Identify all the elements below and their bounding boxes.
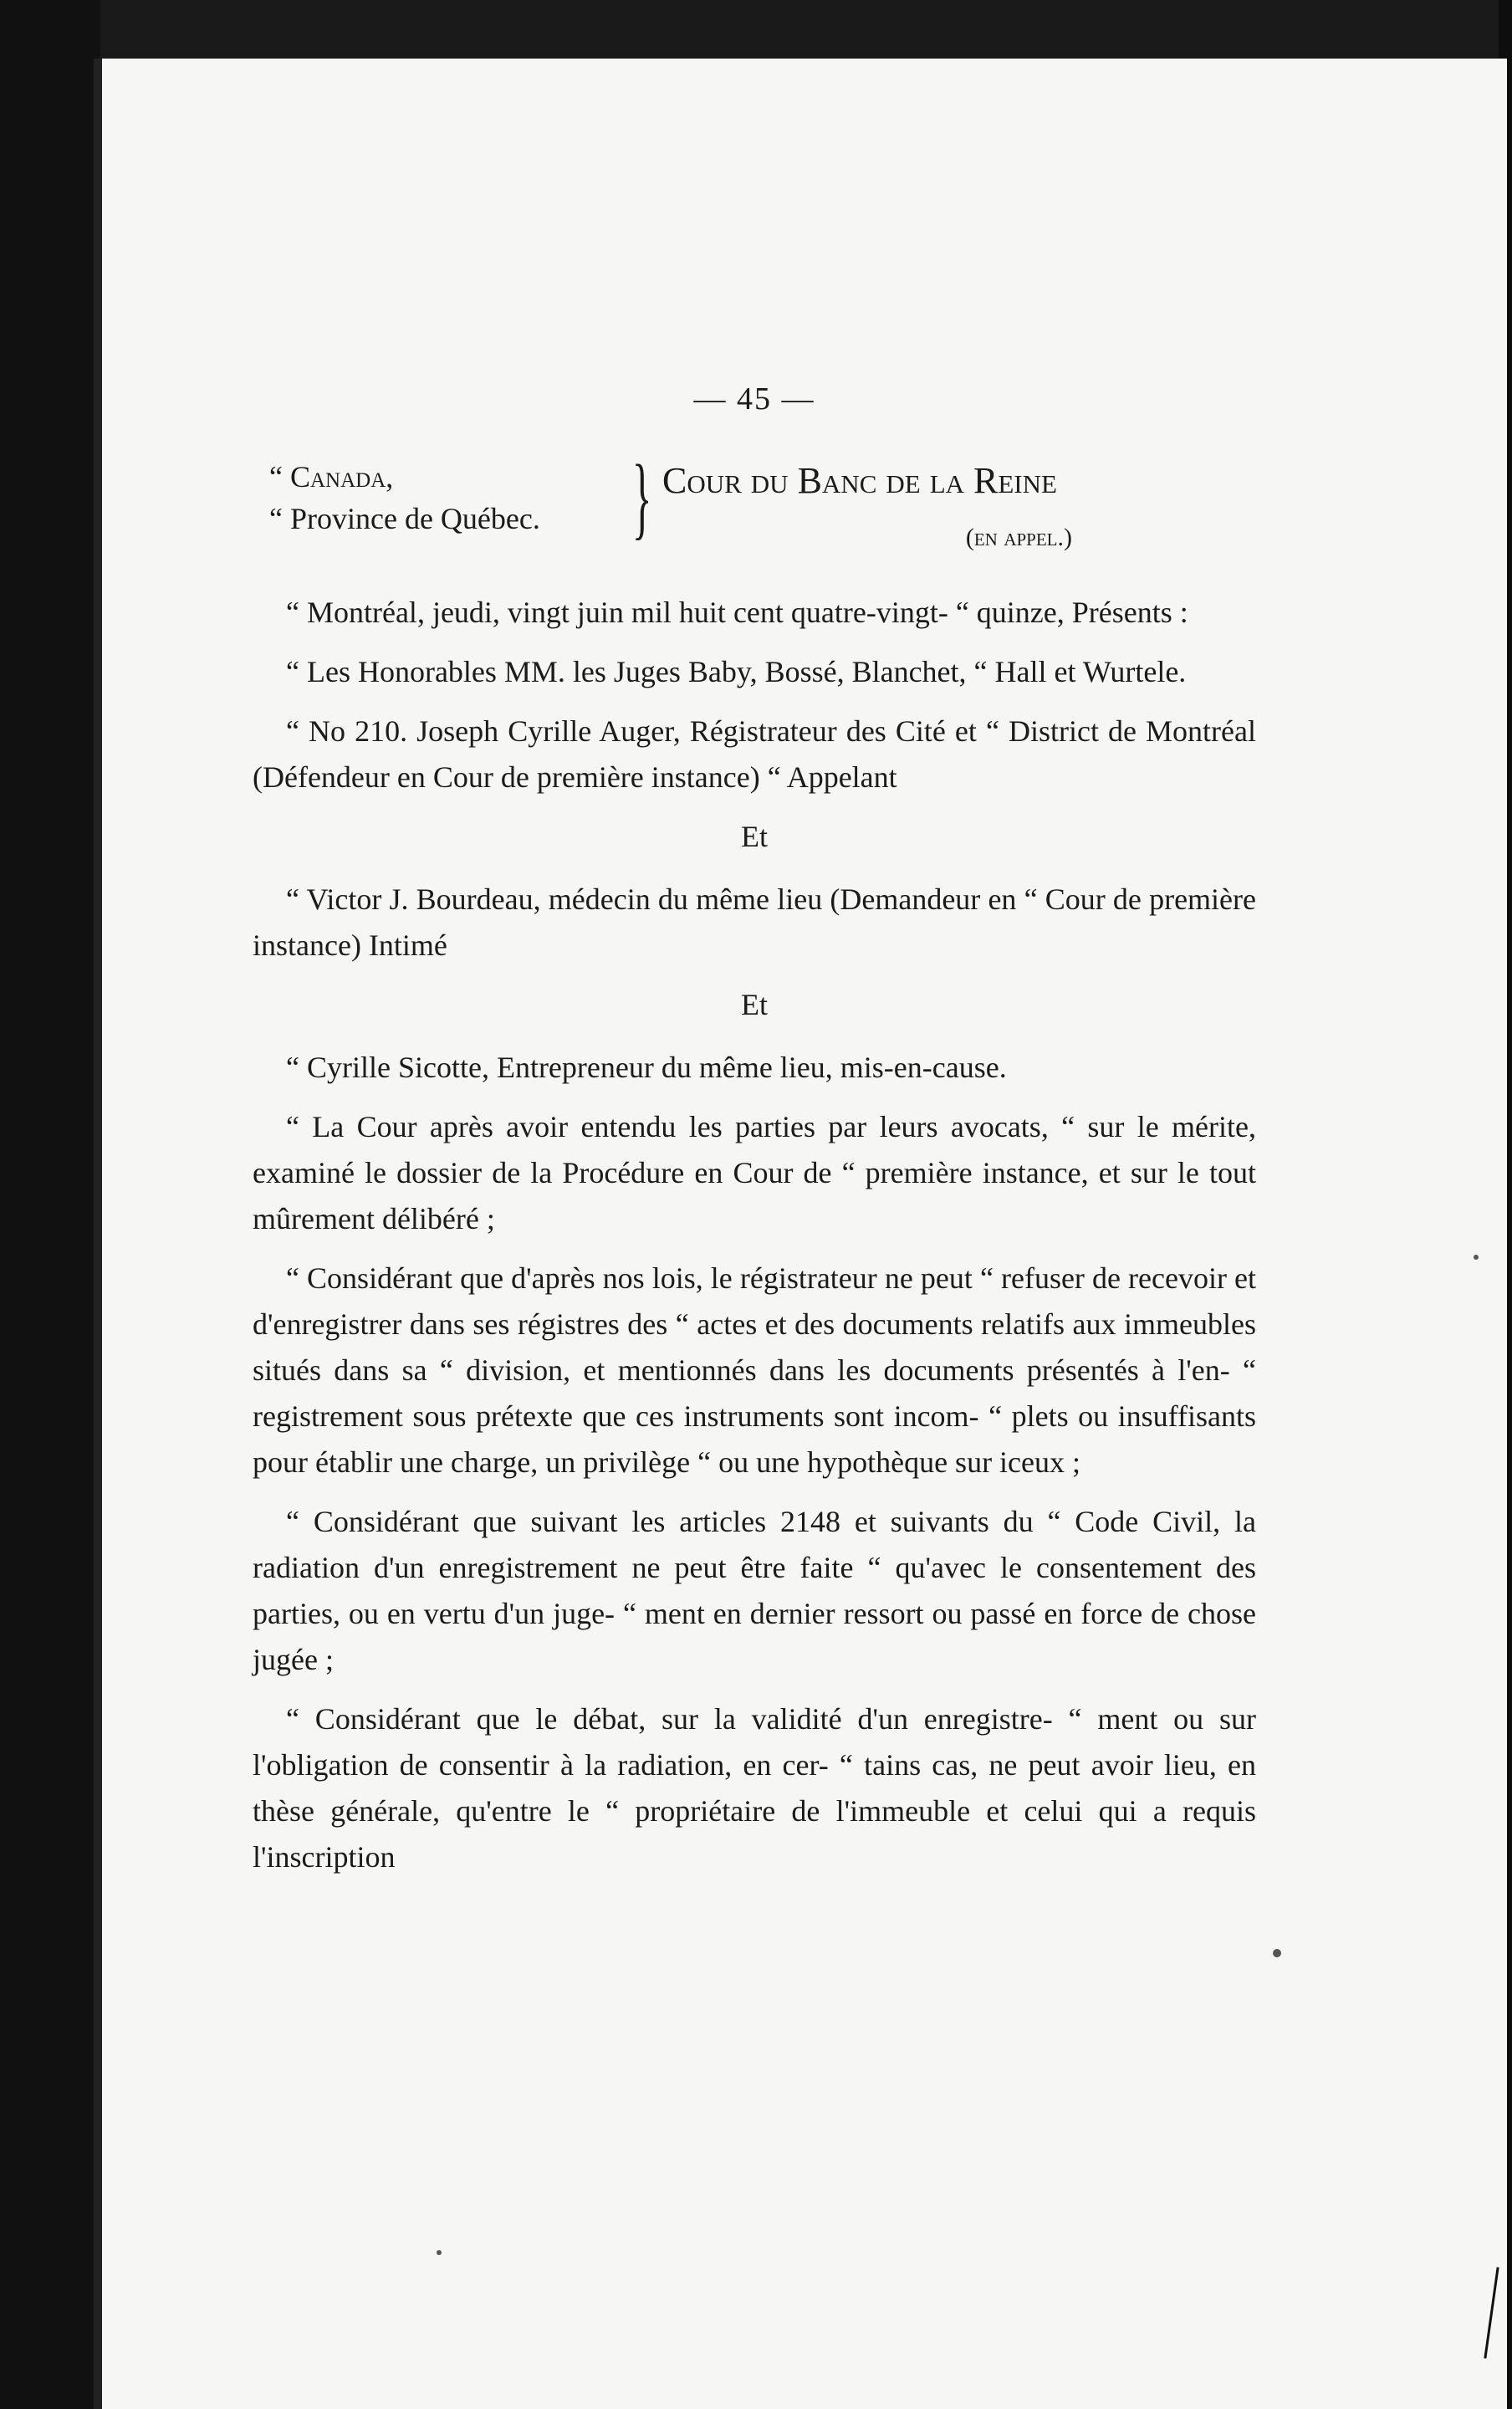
ink-speck (437, 2250, 442, 2255)
ink-speck (1474, 1255, 1479, 1260)
scan-scratch (1484, 2267, 1499, 2358)
paragraph: “ La Cour après avoir entendu les parties par leurs avocats, “ sur le mérite, examiné le dossier de la Procédure en Cour de “ première instance, et sur le tout mûrement délibéré ; (253, 1110, 1256, 1235)
ink-speck (1273, 1949, 1281, 1957)
conjunction-et: Et (741, 820, 768, 853)
page (94, 59, 1507, 2409)
paragraph: “ Considérant que d'après nos lois, le régistrateur ne peut “ refuser de recevoir et d'enregistrer dans ses régistres des “ actes et des documents relatifs aux immeubles situés dans sa “ division, et mentionnés dans les documents présentés à l'en- “ registrement sous prétexte que ces instruments sont incom- “ plets ou insuffisants pour établir une charge, un privilège “ ou une hypothèque sur iceux ; (253, 1261, 1256, 1479)
court-header (253, 446, 1256, 573)
court-subtitle: (en appel.) (965, 524, 1072, 551)
jurisdiction-line: “ Province de Québec. (269, 502, 540, 535)
jurisdiction-line: “ Canada, (269, 460, 394, 494)
paragraph: “ Victor J. Bourdeau, médecin du même lieu (Demandeur en “ Cour de première instance) Intimé (253, 882, 1256, 962)
document-body (253, 376, 1256, 1894)
jurisdiction (253, 456, 621, 540)
page-number: — 45 — (693, 381, 815, 417)
conjunction-et: Et (741, 988, 768, 1021)
paragraph: “ Cyrille Sicotte, Entrepreneur du même lieu, mis-en-cause. (286, 1051, 1007, 1084)
court-title-block (662, 456, 1256, 560)
paragraph: “ Considérant que suivant les articles 2148 et suivants du “ Code Civil, la radiation d'un enregistrement ne peut être faite “ qu'avec le consentement des parties, ou en vertu d'un juge- “ ment en dernier ressort ou passé en force de chose jugée ; (253, 1505, 1256, 1676)
scan-left-margin (0, 0, 100, 2409)
brace-icon: } (631, 446, 652, 548)
court-title: Cour du Banc de la Reine (662, 460, 1057, 501)
paragraph: “ Montréal, jeudi, vingt juin mil huit cent quatre-vingt- “ quinze, Présents : (286, 596, 1188, 629)
paragraph: “ Considérant que le débat, sur la validité d'un enregistre- “ ment ou sur l'obligation de consentir à la radiation, en cer- “ tains cas, ne peut avoir lieu, en thèse générale, qu'entre le “ propriétaire de l'immeuble et celui qui a requis l'inscription (253, 1702, 1256, 1874)
paragraph: “ No 210. Joseph Cyrille Auger, Régistrateur des Cité et “ District de Montréal (Défendeur en Cour de première instance) “ Appelant (253, 714, 1256, 794)
paragraph: “ Les Honorables MM. les Juges Baby, Bossé, Blanchet, “ Hall et Wurtele. (286, 655, 1187, 688)
